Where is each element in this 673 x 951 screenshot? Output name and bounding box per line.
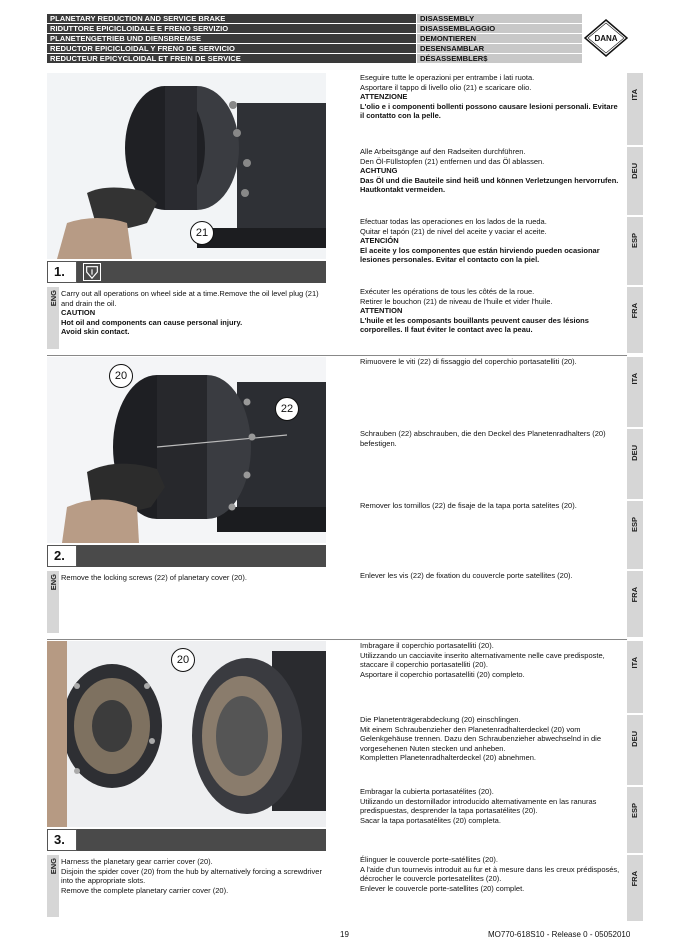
step-1-ita-warn-text: L'olio e i componenti bollenti possono causare lesioni personali. Evitare il contatto con la pelle. xyxy=(360,101,618,121)
step-1-esp-text: Efectuar todas las operaciones en los lados de la rueda. Quitar el tapón (21) de nivel del aceite y vaciar el aceite. xyxy=(360,217,547,236)
step-1-eng-text xyxy=(61,289,323,337)
header-title-en: PLANETARY REDUCTION AND SERVICE BRAKE xyxy=(47,14,416,24)
step-2-esp-text: Remover los tornillos (22) de fisaje de la tapa porta satelites (20). xyxy=(360,501,577,510)
logo-text: DANA xyxy=(594,34,618,43)
header-section-en: DISASSEMBLY xyxy=(417,14,582,24)
step-1-fra-text: Exécuter les opérations de tous les côtés de la roue. Retirer le bouchon (21) de niveau de l'huile et vider l'huile. xyxy=(360,287,553,306)
step-3-photo xyxy=(47,641,326,827)
esp-tab: ESP xyxy=(627,217,643,285)
step-2-deu-text: Schrauben (22) abschrauben, die den Deckel des Planetenradhalters (20) befestigen. xyxy=(360,429,606,448)
step-3-ita-text: Imbragare il coperchio portasatelliti (20). Utilizzando un cacciavite inserito alternativamente nelle cave predisposte, staccare il coperchio portasatelliti (20). Asportare il coperchio portasatelliti (20) completo. xyxy=(360,641,605,679)
step-1-ita-text: Eseguire tutte le operazioni per entrambe i lati ruota. Asportare il tappo di livello olio (21) e scaricare olio. xyxy=(360,73,535,92)
step-3-fra xyxy=(360,855,643,921)
release-info: MO770-618S10 - Release 0 - 05052010 xyxy=(488,930,631,939)
step-3-deu xyxy=(360,715,643,785)
step-1-esp xyxy=(360,217,643,285)
step-1 xyxy=(47,73,643,353)
step-3-eng xyxy=(47,855,326,917)
header-section-it: DISASSEMBLAGGIO xyxy=(417,24,582,34)
step-1-deu-warn-text: Das Öl und die Bauteile sind heiß und können Verletzungen hervorrufen. Hautkontakt vermeiden. xyxy=(360,175,619,195)
callout-21: 21 xyxy=(190,221,214,245)
header-row xyxy=(47,14,582,24)
step-3-number: 3. xyxy=(47,829,77,851)
callout-20: 20 xyxy=(109,364,133,388)
planetary-cover-illustration xyxy=(47,357,326,543)
header-row xyxy=(47,24,582,34)
step-2 xyxy=(47,357,643,637)
callout-20: 20 xyxy=(171,648,195,672)
step-2-eng xyxy=(47,571,326,633)
step-3-eng-text: Harness the planetary gear carrier cover (20). Disjoin the spider cover (20) from the hub by alternatively forcing a screwdriver into the appropriate slots. Remove the complete planetary carrier cover (20). xyxy=(61,857,322,895)
step-1-number: 1. xyxy=(47,261,77,283)
step-3-lang-blocks xyxy=(360,641,643,921)
header-section-fr: DÉSASSEMBLER$ xyxy=(417,54,582,64)
step-2-fra-text: Enlever les vis (22) de fixation du couvercle porte satellites (20). xyxy=(360,571,573,580)
separator xyxy=(47,355,627,356)
step-3 xyxy=(47,641,643,921)
step-1-lang-blocks xyxy=(360,73,643,353)
fra-tab: FRA xyxy=(627,287,643,353)
deu-tab: DEU xyxy=(627,147,643,215)
step-2-bar xyxy=(47,545,326,567)
header-row xyxy=(47,54,582,64)
page-number: 19 xyxy=(340,930,349,939)
header-row xyxy=(47,34,582,44)
header-title-it: RIDUTTORE EPICICLOIDALE E FRENO SERVIZIO xyxy=(47,24,416,34)
fra-tab: FRA xyxy=(627,571,643,637)
step-1-eng-instruction: Carry out all operations on wheel side at a time.Remove the oil level plug (21) and drain the oil. xyxy=(61,289,319,308)
step-3-esp xyxy=(360,787,643,853)
header-row xyxy=(47,44,582,54)
step-1-esp-warn-title: ATENCIÓN xyxy=(360,236,399,246)
deu-tab: DEU xyxy=(627,429,643,499)
separator xyxy=(47,639,627,640)
step-2-esp xyxy=(360,501,643,569)
step-2-ita xyxy=(360,357,643,427)
header-section-de: DEMONTIEREN xyxy=(417,34,582,44)
step-1-deu-warn-title: ACHTUNG xyxy=(360,166,398,176)
header-title-es: REDUCTOR EPICICLOIDAL Y FRENO DE SERVICIO xyxy=(47,44,416,54)
header-section-es: DESENSAMBLAR xyxy=(417,44,582,54)
step-1-fra-warn-text: L'huile et les composants bouillants peuvent causer des lésions corporelles. Il faut éviter le contact avec la peau. xyxy=(360,315,589,335)
step-2-lang-blocks xyxy=(360,357,643,637)
document-header xyxy=(47,14,582,64)
esp-tab: ESP xyxy=(627,787,643,853)
eng-tab: ENG xyxy=(47,571,59,633)
eng-tab: ENG xyxy=(47,287,59,349)
step-3-esp-text: Embragar la cubierta portasatélites (20). Utilizando un destornillador introducido alternativamente en las ranuras predispuestas, desprender la tapa portasatélites (20). Sacar la tapa portasatélites (20) completa. xyxy=(360,787,597,825)
callout-22: 22 xyxy=(275,397,299,421)
step-1-bar xyxy=(47,261,326,283)
step-1-ita-warn-title: ATTENZIONE xyxy=(360,92,408,102)
step-2-fra xyxy=(360,571,643,637)
step-3-fill xyxy=(77,829,326,851)
step-1-esp-warn-text: El aceite y los componentes que están hirviendo pueden ocasionar lesiones personales. Evitar el contacto con la piel. xyxy=(360,245,600,265)
step-1-deu-text: Alle Arbeitsgänge auf den Radseiten durchführen. Den Öl-Füllstopfen (21) entfernen und das Öl ablassen. xyxy=(360,147,545,166)
dana-logo xyxy=(584,19,628,57)
step-1-fill xyxy=(77,261,326,283)
step-1-fra-warn-title: ATTENTION xyxy=(360,306,403,316)
ita-tab: ITA xyxy=(627,357,643,427)
step-2-photo xyxy=(47,357,326,543)
step-2-fill xyxy=(77,545,326,567)
step-1-eng xyxy=(47,287,326,349)
step-3-ita xyxy=(360,641,643,713)
step-1-eng-warn-title: CAUTION xyxy=(61,308,96,318)
step-1-photo xyxy=(47,73,326,259)
step-2-ita-text: Rimuovere le viti (22) di fissaggio del coperchio portasatelliti (20). xyxy=(360,357,577,366)
header-title-de: PLANETENGETRIEB UND DIENSBREMSE xyxy=(47,34,416,44)
ita-tab: ITA xyxy=(627,641,643,713)
step-1-fra xyxy=(360,287,643,353)
step-3-deu-text: Die Planetenträgerabdeckung (20) einschlingen. Mit einem Schraubenzieher den Planetenradhalterdeckel (20) vom Gelenkgehäuse trennen. Dazu den Schraubenzieher abwechselnd in die vorgesehenen Nuten stecken und anheben. Kompletten Planetenradhalterdeckel (20) abnehmen. xyxy=(360,715,601,763)
header-title-fr: REDUCTEUR EPICYCLOIDAL ET FREIN DE SERVICE xyxy=(47,54,416,64)
deu-tab: DEU xyxy=(627,715,643,785)
axle-hub-illustration xyxy=(47,73,326,259)
ita-tab: ITA xyxy=(627,73,643,145)
step-2-eng-text: Remove the locking screws (22) of planetary cover (20). xyxy=(61,573,247,582)
eng-tab: ENG xyxy=(47,855,59,917)
step-1-ita xyxy=(360,73,643,145)
step-2-number: 2. xyxy=(47,545,77,567)
drain-icon xyxy=(83,263,101,281)
step-2-deu xyxy=(360,429,643,499)
fra-tab: FRA xyxy=(627,855,643,921)
step-1-eng-warn-text: Hot oil and components can cause personal injury. Avoid skin contact. xyxy=(61,317,243,337)
step-3-bar xyxy=(47,829,326,851)
step-3-fra-text: Élinguer le couvercle porte-satéllites (20). A l'aide d'un tournevis introduit au fur et à mesure dans les creux prédisposés, décrocher le couvercle portesatellites (20). Enlever le couvercle porte-satellites (20) complet. xyxy=(360,855,620,893)
step-1-deu xyxy=(360,147,643,215)
esp-tab: ESP xyxy=(627,501,643,569)
